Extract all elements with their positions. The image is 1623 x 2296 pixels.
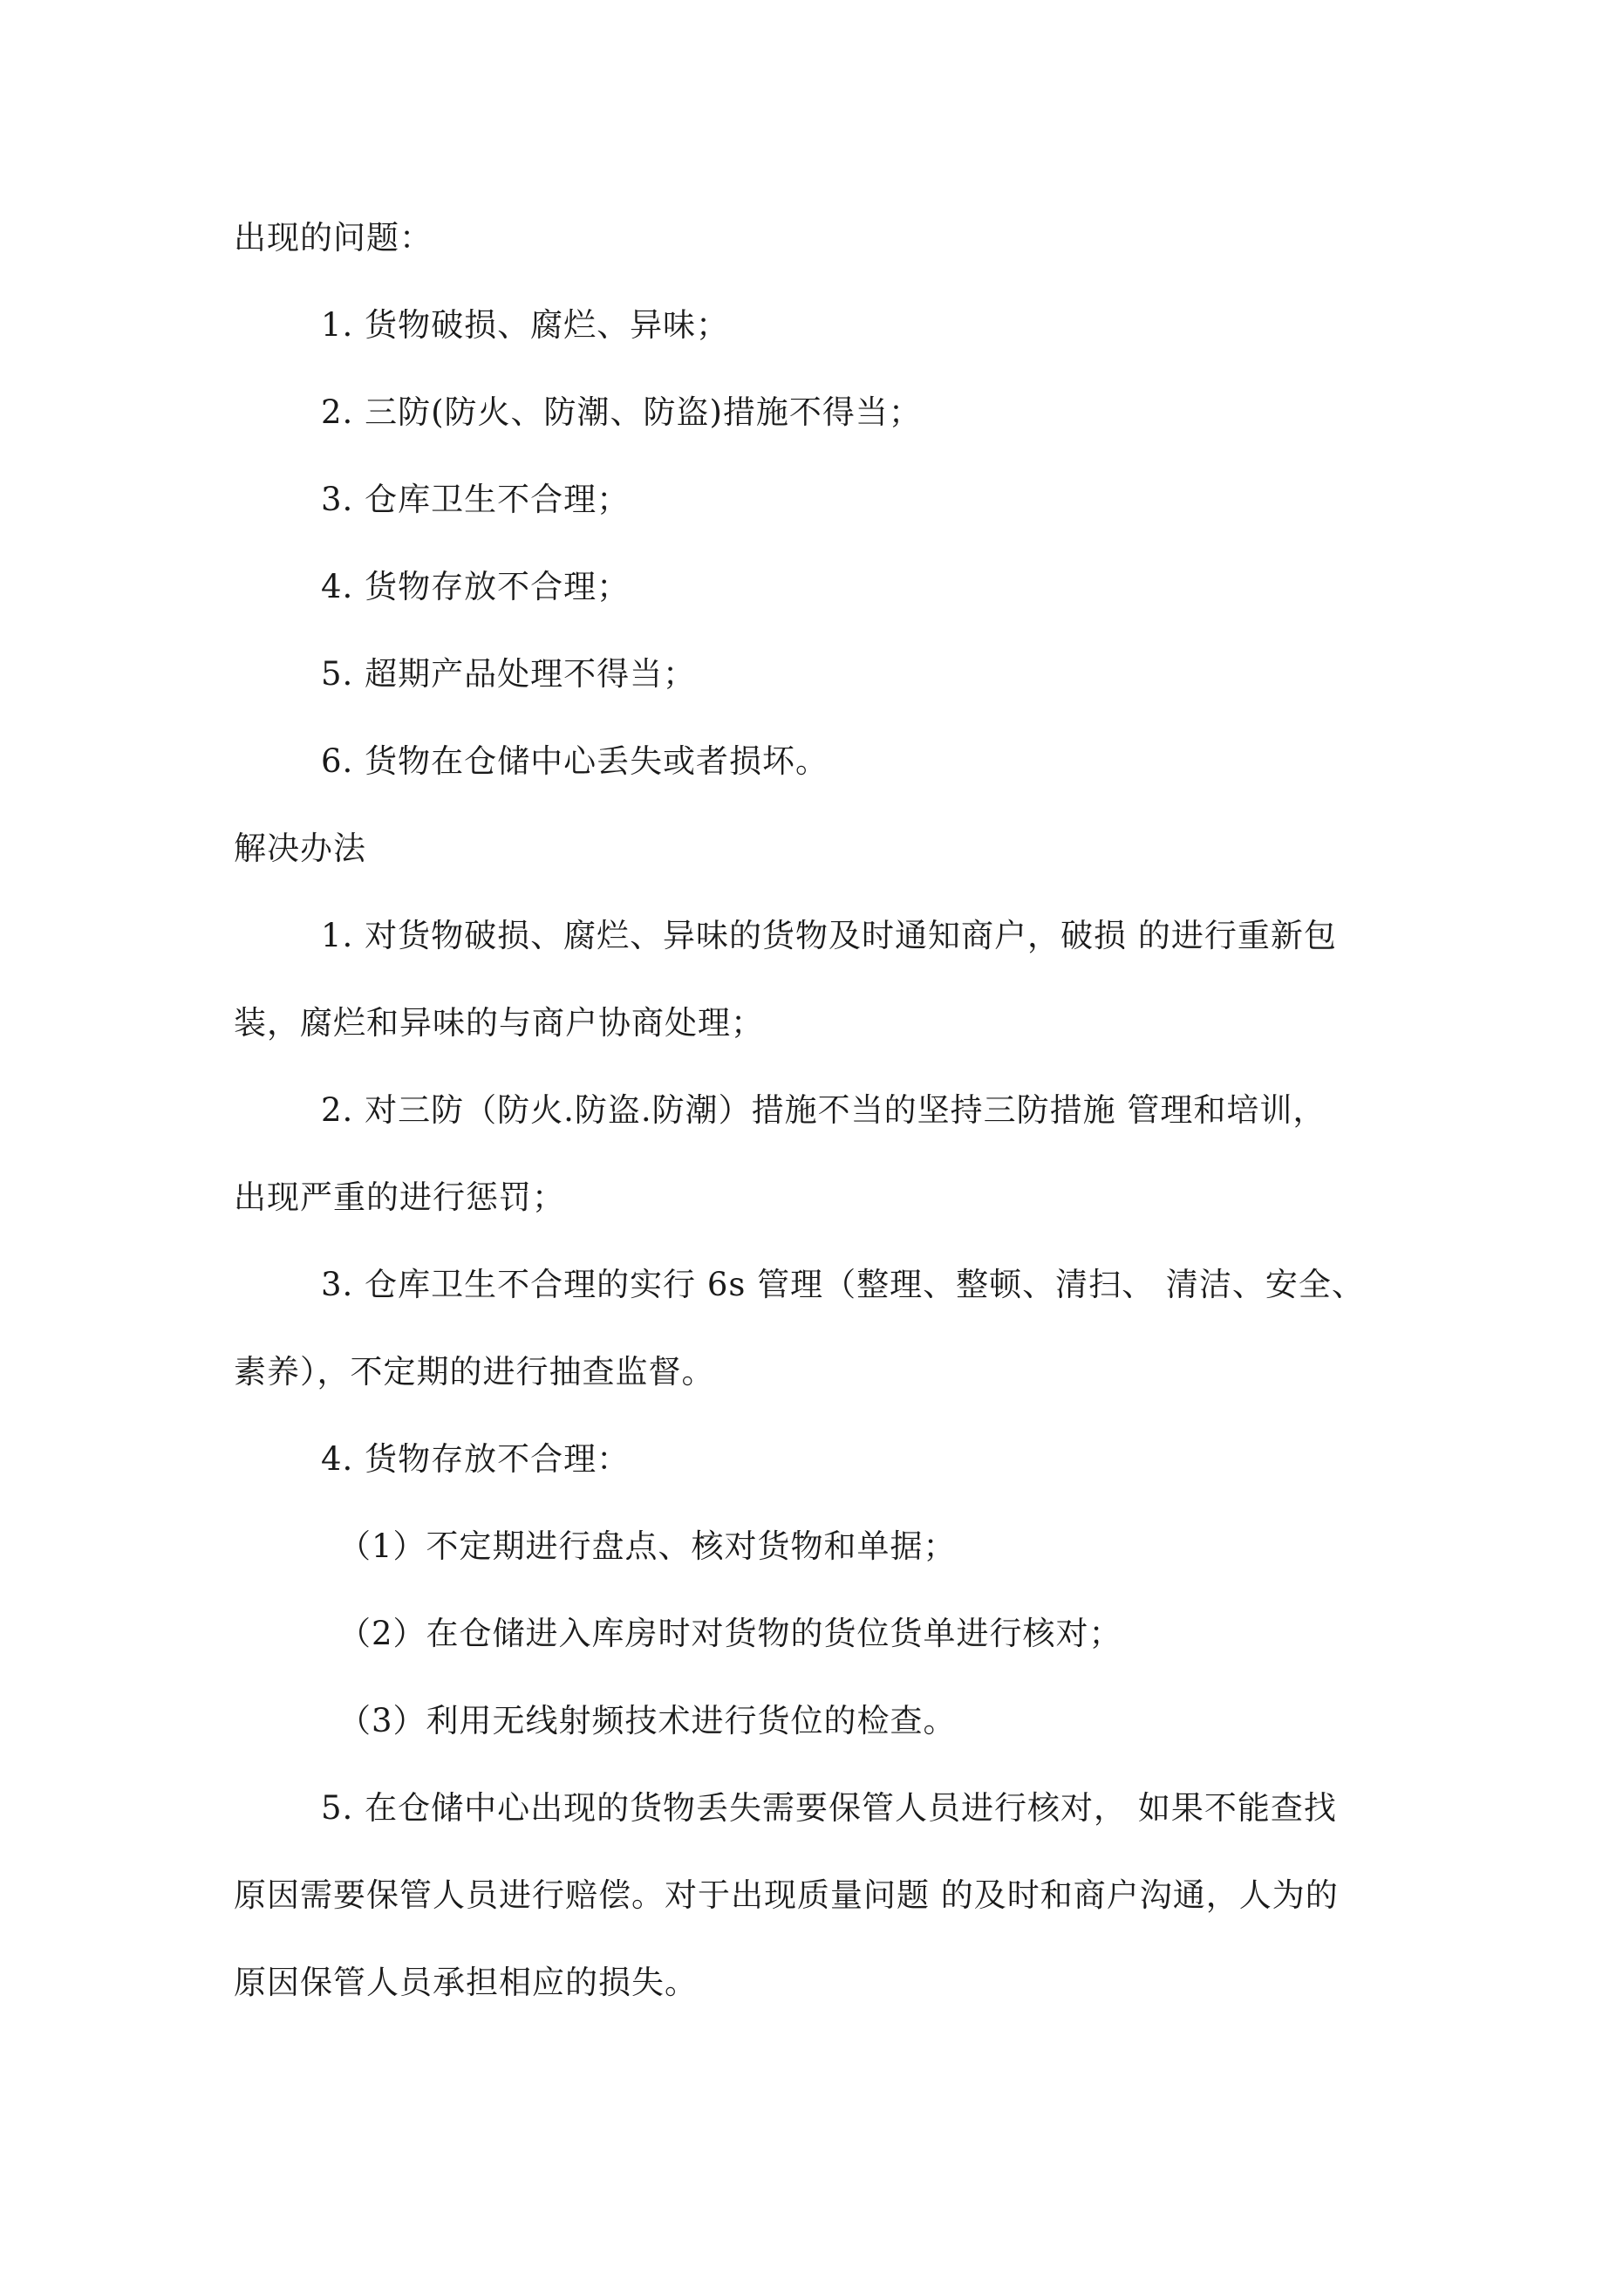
- solution-5-line-3: 原因保管人员承担相应的损失。: [234, 1964, 698, 2001]
- problem-item-4: 4. 货物存放不合理；: [321, 568, 631, 605]
- solution-5-line-2: 原因需要保管人员进行赔偿。对于出现质量问题 的及时和商户沟通，人为的: [234, 1876, 1339, 1914]
- solution-2-line-2: 出现严重的进行惩罚；: [234, 1179, 565, 1216]
- solution-5-line-1: 5. 在仓储中心出现的货物丢失需要保管人员进行核对， 如果不能查找: [321, 1789, 1337, 1827]
- solution-2-line-1: 2. 对三防（防火.防盗.防潮）措施不当的坚持三防措施 管理和培训，: [321, 1091, 1326, 1129]
- problem-item-1: 1. 货物破损、腐烂、异味；: [321, 306, 730, 344]
- solutions-heading: 解决办法: [234, 830, 366, 867]
- problems-heading: 出现的问题：: [234, 219, 433, 256]
- solution-4-sub-3: （3）利用无线射频技术进行货位的检查。: [338, 1702, 957, 1739]
- solution-4-sub-2: （2）在仓储进入库房时对货物的货位货单进行核对；: [338, 1615, 1122, 1652]
- solution-1-line-1: 1. 对货物破损、腐烂、异味的货物及时通知商户，破损 的进行重新包: [321, 917, 1337, 954]
- solution-1-line-2: 装，腐烂和异味的与商户协商处理；: [234, 1004, 764, 1042]
- solution-3-line-1: 3. 仓库卫生不合理的实行 6s 管理（整理、整顿、清扫、 清洁、安全、: [321, 1266, 1365, 1303]
- solution-4-sub-1: （1）不定期进行盘点、核对货物和单据；: [338, 1527, 957, 1565]
- problem-item-6: 6. 货物在仓储中心丢失或者损坏。: [321, 742, 829, 780]
- solution-4-line-1: 4. 货物存放不合理：: [321, 1440, 631, 1478]
- solution-3-line-2: 素养），不定期的进行抽查监督。: [234, 1353, 715, 1391]
- problem-item-2: 2. 三防(防火、防潮、防盗)措施不得当；: [321, 393, 922, 431]
- problem-item-3: 3. 仓库卫生不合理；: [321, 481, 631, 518]
- problem-item-5: 5. 超期产品处理不得当；: [321, 655, 697, 693]
